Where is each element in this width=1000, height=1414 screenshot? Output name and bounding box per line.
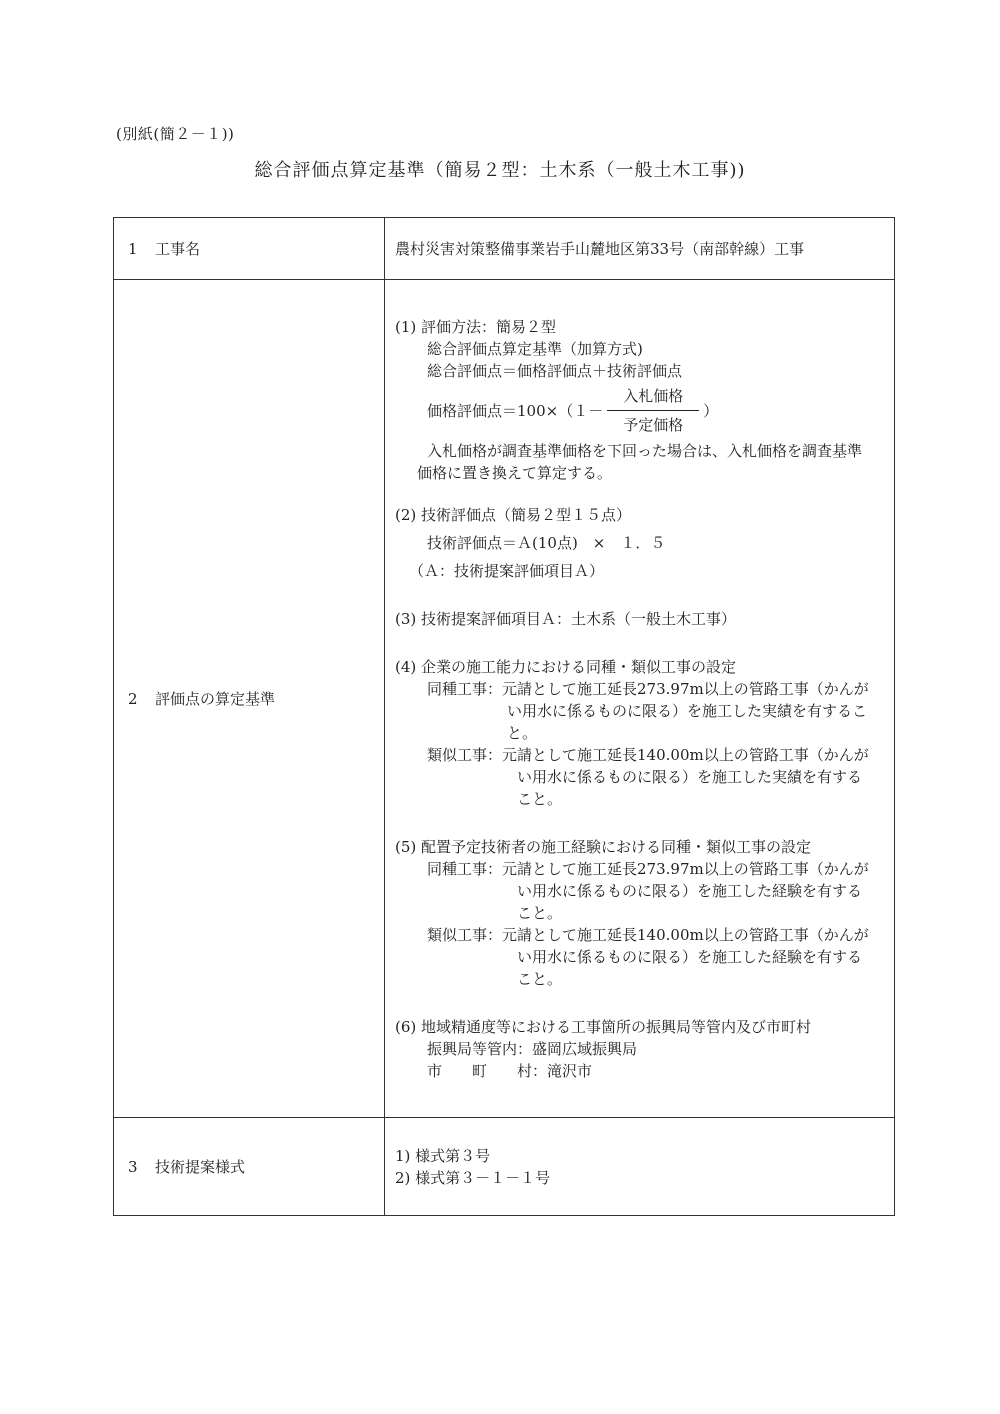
section-heading: (2) 技術評価点（簡易２型１５点） <box>395 505 632 524</box>
row-label: 技術提案様式 <box>155 1157 246 1176</box>
table-row-forms <box>114 1118 895 1216</box>
formula-right: ） <box>703 401 719 420</box>
fraction-bar <box>607 410 699 411</box>
criteria-table <box>113 217 895 1216</box>
section-heading: (1) 評価方法：簡易２型 <box>395 317 557 336</box>
spacer <box>395 484 886 504</box>
row-label-cell <box>114 1118 385 1216</box>
text-line: 同種工事：元請として施工延長273.97m以上の管路工事（かんが <box>427 679 869 698</box>
section-4 <box>395 656 886 810</box>
text-line: と。 <box>507 723 538 742</box>
form-item: 1) 様式第３号 <box>395 1146 491 1165</box>
row-label: 評価点の算定基準 <box>155 689 276 708</box>
text-line: こと。 <box>517 969 563 988</box>
page-title: 総合評価点算定基準（簡易２型：土木系（一般土木工事)) <box>254 160 746 181</box>
text-line: 技術評価点＝Ａ(10点) × １．５ <box>427 533 666 552</box>
text-line: こと。 <box>517 903 563 922</box>
forms-content <box>385 1118 895 1216</box>
text-line: 類似工事：元請として施工延長140.00m以上の管路工事（かんが <box>427 745 869 764</box>
row-label-cell <box>114 218 385 280</box>
text-line: い用水に係るものに限る）を施工した経験を有する <box>517 947 863 966</box>
text-line: 総合評価点算定基準（加算方式) <box>427 339 643 358</box>
text-line: こと。 <box>517 789 563 808</box>
text-line: 類似工事：元請として施工延長140.00m以上の管路工事（かんが <box>427 925 869 944</box>
fraction-denominator: 予定価格 <box>623 416 684 434</box>
text-line: い用水に係るものに限る）を施工した経験を有する <box>517 881 863 900</box>
section-heading: (3) 技術提案評価項目Ａ：土木系（一般土木工事） <box>395 609 737 628</box>
spacer <box>395 990 886 1016</box>
section-3 <box>395 608 886 630</box>
section-heading: (6) 地域精通度等における工事箇所の振興局等管内及び市町村 <box>395 1017 812 1036</box>
text-line: い用水に係るものに限る）を施工した実績を有する <box>517 767 863 786</box>
text-line: 入札価格が調査基準価格を下回った場合は、入札価格を調査基準 <box>427 441 863 460</box>
form-item: 2) 様式第３－１－１号 <box>395 1168 551 1187</box>
spacer <box>395 582 886 608</box>
spacer <box>395 810 886 836</box>
section-heading: (4) 企業の施工能力における同種・類似工事の設定 <box>395 657 737 676</box>
row-number: 3 <box>128 1157 138 1176</box>
table-row-criteria <box>114 280 895 1118</box>
section-5 <box>395 836 886 990</box>
fraction <box>607 385 699 436</box>
section-6 <box>395 1016 886 1082</box>
table-row-project <box>114 218 895 280</box>
row-number: 2 <box>128 689 138 708</box>
attachment-note: (別紙(簡２－１)) <box>116 125 235 143</box>
price-formula <box>395 382 886 440</box>
text-line: 振興局等管内：盛岡広域振興局 <box>427 1039 638 1058</box>
fraction-numerator: 入札価格 <box>623 387 684 405</box>
formula-left: 価格評価点＝100×（１－ <box>427 401 604 420</box>
row-number: 1 <box>128 239 138 258</box>
text-line: 総合評価点＝価格評価点＋技術評価点 <box>427 361 683 380</box>
text-line: 市 町 村：滝沢市 <box>427 1061 593 1080</box>
text-line: い用水に係るものに限る）を施工した実績を有するこ <box>507 701 868 720</box>
project-name: 農村災害対策整備事業岩手山麓地区第33号（南部幹線）工事 <box>385 218 895 280</box>
text-line: （Ａ：技術提案評価項目Ａ） <box>409 561 605 580</box>
row-label: 工事名 <box>155 239 201 258</box>
row-label-cell <box>114 280 385 1118</box>
section-heading: (5) 配置予定技術者の施工経験における同種・類似工事の設定 <box>395 837 812 856</box>
text-line: 同種工事：元請として施工延長273.97m以上の管路工事（かんが <box>427 859 869 878</box>
section-2 <box>395 504 886 582</box>
criteria-content <box>385 280 895 1118</box>
section-1 <box>395 316 886 484</box>
spacer <box>395 630 886 656</box>
text-line: 価格に置き換えて算定する。 <box>417 463 613 482</box>
